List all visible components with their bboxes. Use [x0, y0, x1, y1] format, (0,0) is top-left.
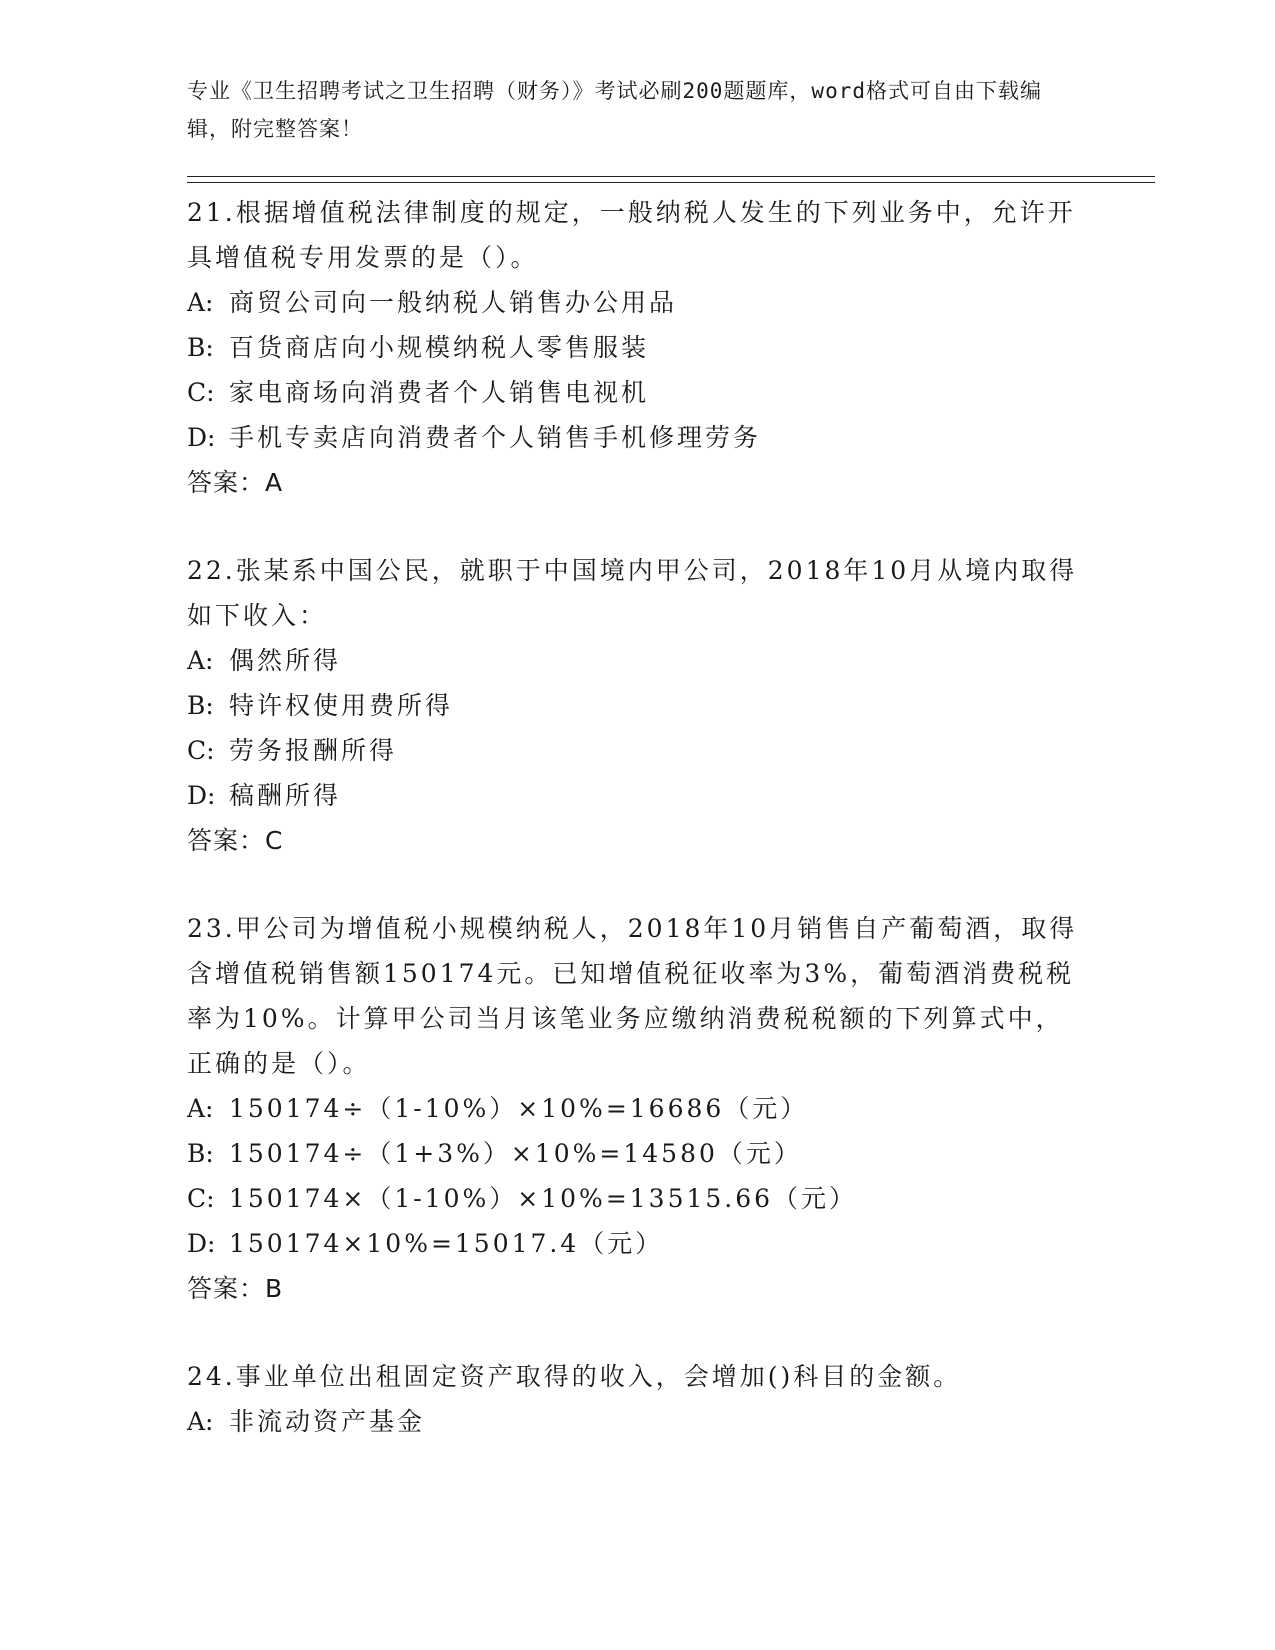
option-d: [187, 1221, 1087, 1266]
option-a: [187, 638, 1087, 683]
question-stem: 21.根据增值税法律制度的规定，一般纳税人发生的下列业务中，允许开具增值税专用发票的是（）。: [187, 198, 1076, 272]
option-letter: D:: [187, 1229, 216, 1258]
option-letter: B:: [187, 1139, 214, 1168]
option-letter: C:: [187, 378, 215, 407]
answer-line: 答案：A: [187, 468, 284, 497]
option-text: 非流动资产基金: [229, 1407, 426, 1436]
option-text: 特许权使用费所得: [229, 691, 454, 720]
question-stem: 23.甲公司为增值税小规模纳税人，2018年10月销售自产葡萄酒，取得含增值税销售额150174元。已知增值税征收率为3%，葡萄酒消费税税率为10%。计算甲公司当月该笔业务应缴纳消费税税额的下列算式中，正确的是（）。: [187, 914, 1078, 1078]
option-text: 百货商店向小规模纳税人零售服装: [229, 333, 650, 362]
option-c: [187, 370, 1087, 415]
header-divider-bottom: [187, 182, 1155, 183]
option-letter: A:: [187, 288, 214, 317]
option-b: [187, 683, 1087, 728]
option-text: 150174÷（1-10%）×10%=16686（元）: [229, 1094, 809, 1123]
option-letter: B:: [187, 333, 214, 362]
option-b: [187, 325, 1087, 370]
question-23: [187, 906, 1087, 1311]
option-a: [187, 1086, 1087, 1131]
question-stem: 22.张某系中国公民，就职于中国境内甲公司，2018年10月从境内取得如下收入：: [187, 556, 1078, 630]
option-letter: A:: [187, 1407, 214, 1436]
option-c: [187, 728, 1087, 773]
option-text: 手机专卖店向消费者个人销售手机修理劳务: [229, 423, 762, 452]
option-letter: C:: [187, 736, 215, 765]
option-letter: D:: [187, 423, 216, 452]
option-b: [187, 1131, 1087, 1176]
option-letter: C:: [187, 1184, 215, 1213]
question-22: [187, 548, 1087, 863]
option-text: 偶然所得: [229, 646, 342, 675]
option-a: [187, 1399, 1087, 1444]
option-d: [187, 415, 1087, 460]
question-stem: 24.事业单位出租固定资产取得的收入，会增加()科目的金额。: [187, 1362, 962, 1391]
document-intro: 专业《卫生招聘考试之卫生招聘（财务）》考试必刷200题题库，word格式可自由下载编辑，附完整答案！: [187, 79, 1042, 141]
answer-line: 答案：B: [187, 1274, 284, 1303]
option-d: [187, 773, 1087, 818]
option-text: 劳务报酬所得: [229, 736, 398, 765]
question-list: [187, 190, 1087, 1487]
question-24: [187, 1354, 1087, 1444]
option-text: 150174÷（1+3%）×10%=14580（元）: [229, 1139, 802, 1168]
question-21: [187, 190, 1087, 505]
option-letter: A:: [187, 646, 214, 675]
option-letter: B:: [187, 691, 214, 720]
option-text: 150174×（1-10%）×10%=13515.66（元）: [229, 1184, 858, 1213]
option-text: 150174×10%=15017.4（元）: [229, 1229, 664, 1258]
answer-line: 答案：C: [187, 826, 284, 855]
option-text: 商贸公司向一般纳税人销售办公用品: [229, 288, 678, 317]
option-text: 家电商场向消费者个人销售电视机: [229, 378, 650, 407]
option-letter: A:: [187, 1094, 214, 1123]
option-letter: D:: [187, 781, 216, 810]
header-divider-top: [187, 176, 1155, 177]
option-a: [187, 280, 1087, 325]
option-c: [187, 1176, 1087, 1221]
option-text: 稿酬所得: [229, 781, 342, 810]
